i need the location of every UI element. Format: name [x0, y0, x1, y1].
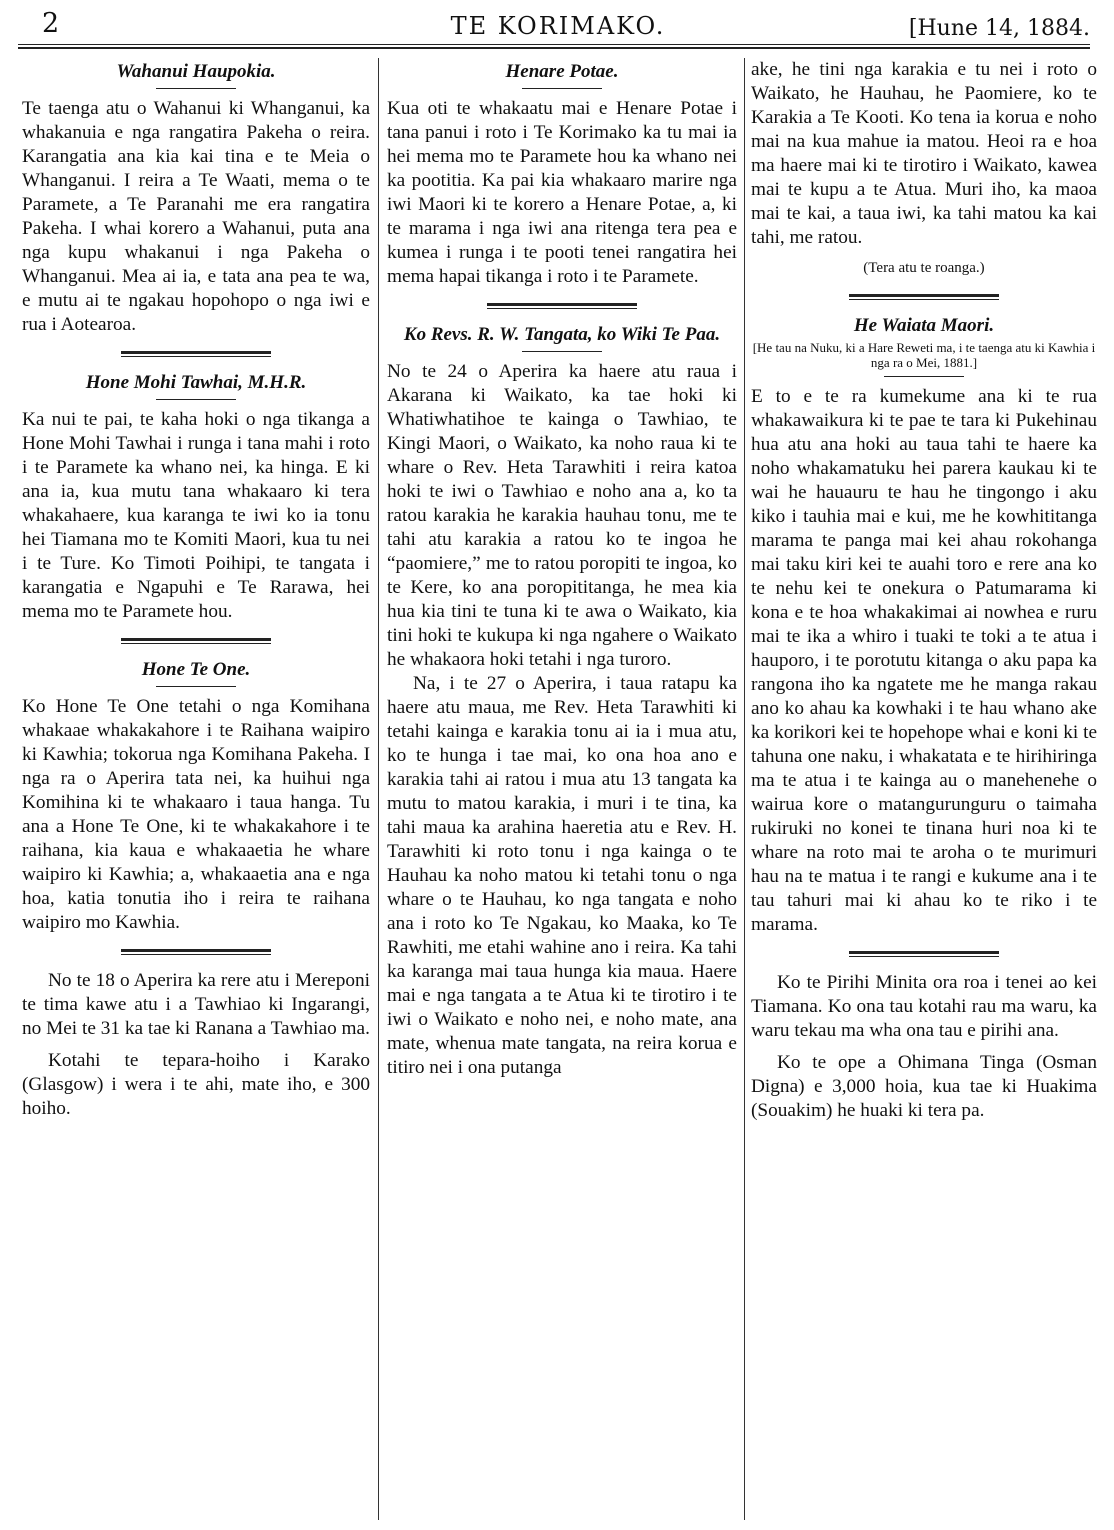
column-3	[751, 58, 1097, 1522]
page-number: 2	[42, 8, 60, 39]
article-heading: Ko Revs. R. W. Tangata, ko Wiki Te Paa.	[403, 324, 721, 345]
heading-rule	[522, 351, 602, 352]
article-heading: Henare Potae.	[505, 61, 619, 82]
heading-rule	[156, 686, 236, 687]
article-body: Kua oti te whakaatu mai e Henare Potae i tana panui i roto i Te Korimako ka tu mai ia hei mema mo te Paramete hou ka whano nei ka pootitia. Ka pai kia whakaaro marire nga iwi Maori ki te korero a Henare Potae, a, ki te marama i nga iwi ana ritenga tera pea e kumea i runga i te pooti tenei rangatira hei mema hapai tikanga i roto i te Paramete.	[387, 98, 737, 287]
section-divider	[487, 303, 637, 309]
heading-rule	[156, 88, 236, 89]
article-body: Te taenga atu o Wahanui ki Whanganui, ka whakanuia e nga rangatira Pakeha o reira. Karangatia ana kia kai tina e te Meia o Whanganui. I reira a Te Waati, mema o te Paramete, a Te Paranahi me era rangatira Pakeha. I whai korero a Wahanui, puta ana nga kupu whakanui i nga Pakeha o Whanganui. Mea ai ia, e tata ana pea te wa, e mutu ai te ngakau hopohopo o nga iwi e rua i Aotearoa.	[22, 98, 370, 335]
news-item: No te 18 o Aperira ka rere atu i Mereponi te tima kawe atu i a Tawhiao ki Ingarangi, no Mei te 31 ka tae ki Ranana a Tawhiao ma.	[22, 970, 370, 1039]
article-heading: He Waiata Maori.	[853, 315, 995, 336]
continued-note: (Tera atu te roanga.)	[863, 260, 985, 276]
article-body: No te 24 o Aperira ka haere atu raua i Akarana ki Waikato, ka tae hoki ki Whatiwhatihoe te kainga o Tawhiao, te Kingi Maori, o Waikato, ka noho raua ki te whare o Rev. Heta Tarawhiti i reira katoa hoki te iwi o Tawhiao e noho ana a, ko ta ratou karakia he karakia hauhau tonu, me te tahi atu karakia a ratou ko te ingoa he “paomiere,” me to ratou poropiti te ingoa, ko te Kere, ko ana poropititanga, he mea kia hua kia tini te tuna ki te awa o Waikato, kia tini hoki te kukupa ki nga ngahere o Waikato he whakaora hoki tetahi i nga turoro.	[387, 361, 737, 670]
section-divider	[121, 351, 271, 357]
column-divider	[744, 58, 745, 1520]
song-attribution: [He tau na Nuku, ki a Hare Reweti ma, i te taenga atu ki Kawhia i nga ra o Mei, 1881.]	[752, 340, 1096, 370]
article-body: Ko Hone Te One tetahi o nga Komihana whakaae whakakahore i te Raihana waipiro ki Kawhia; tokorua nga Komihana Pakeha. I nga ra o Aperira tata nei, ka huihui nga Komihina ki te whakaaro i taua hanga. Tu ana a Hone Te One, ki te whakakahore i te raihana, kia kaua e whakaaetia he whare waipiro ki Kawhia; a, whakaaetia ana e nga hoa, katia tonutia iho i reira te raihana waipiro mo Kawhia.	[22, 696, 370, 933]
column-divider	[378, 58, 379, 1520]
issue-date: [Hune 14, 1884.	[908, 16, 1090, 41]
masthead-rule	[18, 44, 1090, 45]
article-body: ake, he tini nga karakia e tu nei i roto o Waikato, he Hauhau, he Paomiere, ko te Karakia a Te Kooti. Ko tena ia korua e noho mai na kua mahue ia matou. Heoi ra e hoa ma haere mai ki te tirotiro i Waikato, kawea mai te kupu a te Atua. Muri iho, ka maoa mai te kai, a taua iwi, ka tahi matou ka kai tahi, me ratou.	[751, 59, 1097, 248]
heading-rule	[522, 88, 602, 89]
heading-rule	[156, 399, 236, 400]
news-item: Ko te Pirihi Minita ora roa i tenei ao kei Tiamana. Ko ona tau kotahi rau ma waru, ka waru tekau ma wha ona tau e pirihi ana.	[751, 972, 1097, 1041]
article-heading: Hone Mohi Tawhai, M.H.R.	[85, 372, 307, 393]
masthead-rule-thick	[18, 47, 1090, 49]
article-heading: Hone Te One.	[141, 659, 251, 680]
newspaper-title: TE KORIMAKO.	[450, 12, 666, 40]
section-divider	[121, 949, 271, 955]
song-lyrics: E to e te ra kumekume ana ki te rua whakawaikura ki te pae te tara ki Pukehinau hua atu ana hoki au taua tahi te haere ka noho whakamatuku hei parera kaukau ki te wai he hauauru te hau he tingongo i aku kiko i tauhia mai e kui, me he kowhititanga marama te panga mai kei ahau rokohanga mai taku kiri kei te auahi toro e rere ana ko te nehu kei te onekura o Patumarama ki kona e te hoa whakakimai ai nowhea e ruru mai te ika a whiro i tuaki te toki a te atua i hauporo, i te porotutu kitanga o aku papa ka rangona iho ka ngatete me he manga rakau ano ko ahau ka kowhaki i te hau whano ake ka korikori kei te hopehope whai e koni ki te tahuna one naku, i whakatata e te hirihiringa ma te atua i te kainga au o manehenehe o wairua kore o matangurunguru o taimaha rukiruki no konei te tinana huri noa ki te whare na roto mai te aroha o te murimuri hau na te matua i te rangi e kukume ana i te tau tahuri mai ki ahau ko te riko i te marama.	[751, 386, 1097, 935]
news-item: Kotahi te tepara-hoiho i Karako (Glasgow) i wera i te ahi, mate iho, e 300 hoiho.	[22, 1050, 370, 1119]
section-divider	[849, 294, 999, 300]
article-body: Na, i te 27 o Aperira, i taua ratapu ka haere atu maua, me Rev. Heta Tarawhiti ki tetahi kainga e karakia tonu ai ia i mua atu, ko te hunga i tae mai, ko ona hoa ano e karakia tahi ai ratou i mua atu 13 tangata ka mutu to matou karakia, i muri i te tina, ka tahi maua ka arahina haeretia atu e Rev. H. Tarawhiti ki roto tonu i nga kainga o te Hauhau ka noho matou ki tetahi tonu o nga whare o te Hauhau, ko nga tangata e noho ana i roto ko Te Ngakau, ko Maaka, ko Te Rawhiti, me etahi wahine ano i reira. Ka tahi ka karanga mai taua hunga kia maua. Haere mai e nga tangata a te Atua ki te tirotiro i te iwi o Waikato e noho nei, e noho mate, ana mate, whenua mate tangata, na reira korua e titiro nei i ona putanga	[387, 673, 737, 1078]
heading-rule	[884, 376, 964, 377]
masthead	[20, 6, 1096, 44]
article-body: Ka nui te pai, te kaha hoki o nga tikanga a Hone Mohi Tawhai i runga i tana mahi i roto i te Paramete ka whano nei, ka hinga. E ki ana ia, kua mutu tana whakaaro ki tera whakahaere, kua karanga te iwi ko ia tonu hei Tiamana mo te Komiti Maori, kua tu nei i te Ture. Ko Timoti Poihipi, te tangata i karangatia e Ngapuhi e Te Rarawa, hei mema mo te Paramete hou.	[22, 409, 370, 622]
section-divider	[121, 638, 271, 644]
column-2	[387, 58, 737, 1522]
section-divider	[849, 951, 999, 957]
news-item: Ko te ope a Ohimana Tinga (Osman Digna) e 3,000 hoia, kua tae ki Huakima (Souakim) he huaki ki tera pa.	[751, 1052, 1097, 1121]
article-heading: Wahanui Haupokia.	[116, 61, 276, 82]
column-1	[22, 58, 370, 1522]
